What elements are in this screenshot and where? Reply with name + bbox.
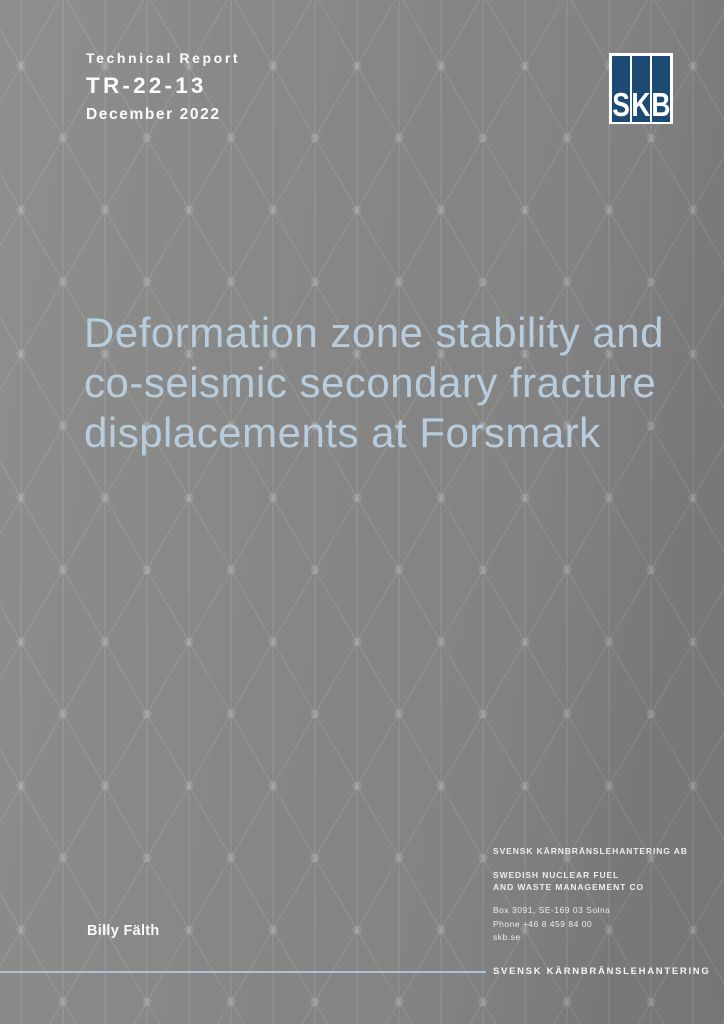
footer-company-name: SVENSK KÄRNBRÄNSLEHANTERING [493,966,711,977]
skb-logo-letter-s: S [611,86,630,122]
report-title-line-3: displacements at Forsmark [84,409,601,456]
report-title-line-2: co-seismic secondary fracture [84,359,657,406]
report-date: December 2022 [86,106,221,123]
skb-logo [609,53,673,124]
skb-logo-bar [652,56,670,122]
author-name: Billy Fälth [87,923,160,939]
spacer [493,857,688,869]
skb-logo-bar [612,56,630,122]
footer-divider-line [0,971,486,973]
company-name-swedish: SVENSK KÄRNBRÄNSLEHANTERING AB [493,846,688,856]
company-phone: Phone +46 8 459 84 00 [493,918,593,929]
company-website: skb.se [493,932,521,942]
company-address-block [493,845,688,945]
skb-logo-letter-b: B [652,86,671,122]
company-name-english-line1: SWEDISH NUCLEAR FUEL [493,870,620,880]
skb-logo-bar [632,56,650,122]
spacer [493,893,688,904]
report-header [86,50,240,124]
report-id: TR-22-13 [86,73,207,98]
report-title [84,308,664,458]
company-postal-address: Box 3091, SE-169 03 Solna [493,905,611,915]
company-name-english-line2: AND WASTE MANAGEMENT CO [493,882,645,892]
report-type-label: Technical Report [86,50,241,66]
skb-logo-letter-k: K [631,86,651,122]
report-title-line-1: Deformation zone stability and [84,309,664,356]
